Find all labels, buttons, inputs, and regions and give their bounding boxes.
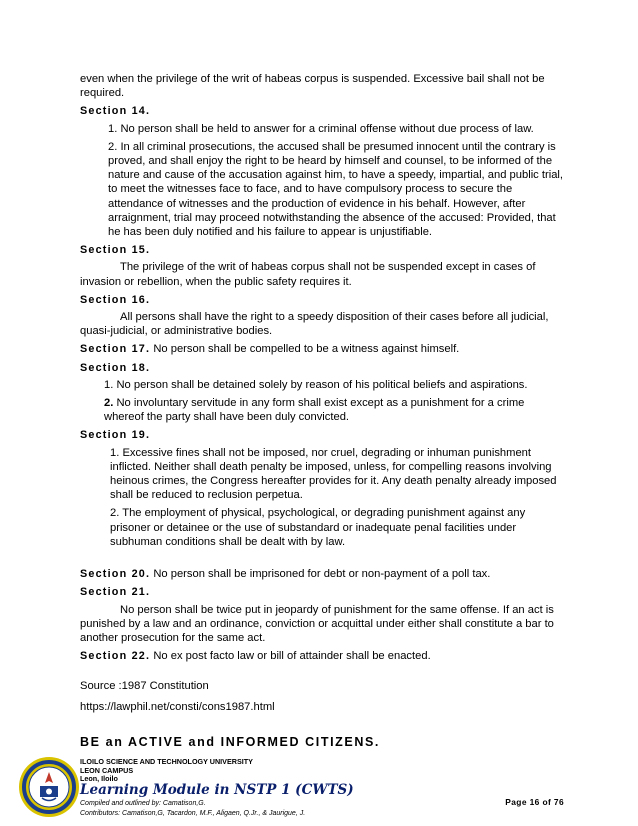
university-name: ILOILO SCIENCE AND TECHNOLOGY UNIVERSITY [80, 757, 253, 766]
contributors: Contributors: Camatison,G, Tacardon, M.F., Aligaen, Q.Jr., & Jaurigue, J. [80, 810, 306, 817]
section-19-heading: Section 19. [80, 429, 151, 442]
compiled-by: Compiled and outlined by: Camatison,G. [80, 800, 206, 807]
source-citation: Source :1987 Constitution [80, 680, 209, 693]
university-seal-icon [18, 756, 80, 818]
section-20-heading: Section 20. [80, 568, 151, 581]
section-18-item-2-text: No involuntary servitude in any form shall exist except as a punishment for a crime whereof the party shall have been duly convicted. [104, 397, 525, 424]
section-18-item-1: 1. No person shall be detained solely by reason of his political beliefs and aspirations. [104, 378, 528, 391]
section-18-item-2-number: 2. [104, 397, 114, 410]
source-block [80, 679, 566, 713]
section-14-item-1: 1. No person shall be held to answer for a criminal offense without due process of law. [108, 122, 534, 135]
section-17-heading: Section 17. [80, 343, 151, 356]
section-17-text: No person shall be compelled to be a witness against himself. [150, 343, 460, 356]
source-url[interactable]: https://lawphil.net/consti/cons1987.html [80, 700, 275, 713]
intro-paragraph: even when the privilege of the writ of habeas corpus is suspended. Excessive bail shall not be required. [80, 73, 545, 100]
section-19-item-2: 2. The employment of physical, psychological, or degrading punishment against any prisoner or detainee or the use of substandard or inadequate penal facilities under subhuman conditions shall be dealt with by law. [110, 507, 526, 548]
section-19-item-1: 1. Excessive fines shall not be imposed, nor cruel, degrading or inhuman punishment inflicted. Neither shall death penalty be imposed, unless, for compelling reasons involving heinous crimes, the Congress hereafter provides for it. Any death penalty already imposed shall be reduced to reclusion perpetua. [110, 446, 557, 502]
section-14-heading: Section 14. [80, 105, 151, 118]
section-22-text: No ex post facto law or bill of attainder shall be enacted. [150, 650, 431, 663]
module-title: Learning Module in NSTP 1 (CWTS) [80, 782, 354, 798]
section-15-text: The privilege of the writ of habeas corpus shall not be suspended except in cases of invasion or rebellion, when the public safety requires it. [80, 261, 536, 288]
campus-location: Leon, Iloilo [80, 774, 118, 784]
section-16-heading: Section 16. [80, 293, 151, 306]
section-18-item-2 [104, 396, 566, 424]
credits-block [80, 799, 305, 819]
section-17 [80, 342, 566, 356]
section-22-heading: Section 22. [80, 650, 151, 663]
section-16-text: All persons shall have the right to a speedy disposition of their cases before all judicial, quasi-judicial, or administrative bodies. [80, 311, 549, 338]
page-number: Page 16 of 76 [505, 797, 564, 807]
footer-tagline: BE an ACTIVE and INFORMED CITIZENS. [80, 735, 380, 749]
campus-name: LEON CAMPUS [80, 765, 134, 775]
section-22 [80, 649, 566, 663]
section-21-text: No person shall be twice put in jeopardy of punishment for the same offense. If an act is punished by a law and an ordinance, conviction or acquittal under either shall constitute a bar to another prosecution for the same act. [80, 603, 554, 644]
section-15-heading: Section 15. [80, 244, 151, 257]
university-block [80, 758, 253, 784]
section-14-item-2: 2. In all criminal prosecutions, the accused shall be presumed innocent until the contrary is proved, and shall enjoy the right to be heard by himself and counsel, to be informed of the nature and cause of the accusation against him, to have a speedy, impartial, and public trial, to meet the witnesses face to face, and to have compulsory process to secure the attendance of witnesses and the production of evidence in his behalf. However, after arraignment, trial may proceed notwithstanding the absence of the accused: Provided, that he has been duly notified and his failure to appear is unjustifiable. [108, 140, 564, 239]
section-21-heading: Section 21. [80, 586, 151, 599]
body-text [80, 72, 566, 720]
section-20-text: No person shall be imprisoned for debt or non-payment of a poll tax. [150, 568, 491, 581]
section-20 [80, 567, 566, 581]
section-18-heading: Section 18. [80, 361, 151, 374]
